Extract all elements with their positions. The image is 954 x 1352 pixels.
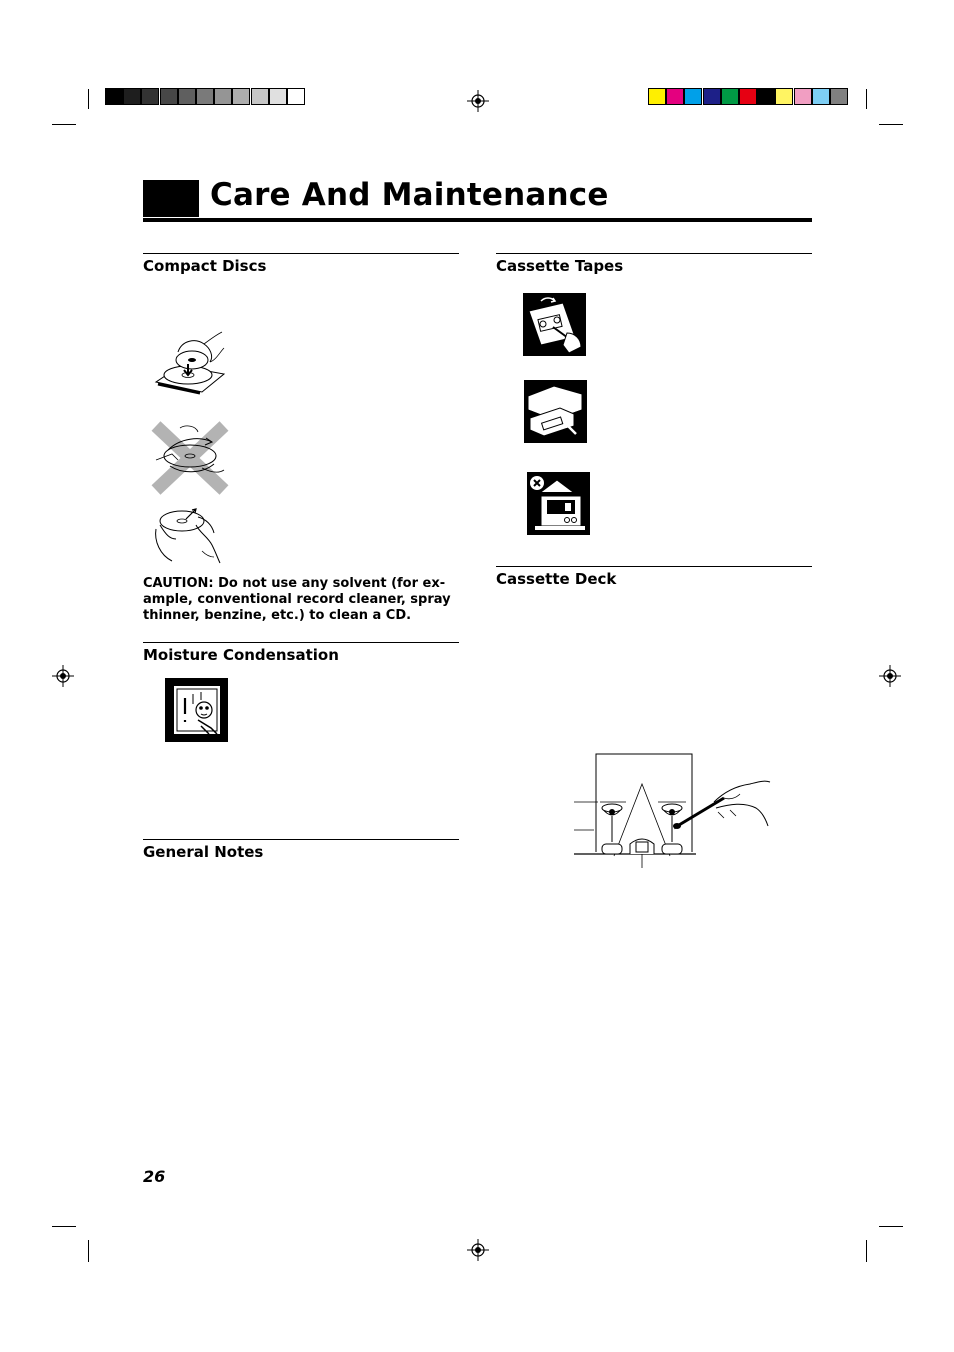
grayscale-swatch	[160, 88, 178, 105]
page-title: Care And Maintenance	[210, 177, 609, 213]
page-number: 26	[143, 1167, 166, 1186]
moisture-window-icon	[165, 678, 228, 742]
grayscale-swatch	[251, 88, 269, 105]
color-swatch	[794, 88, 812, 105]
title-rule	[143, 218, 812, 222]
registration-crosshair-icon	[467, 90, 489, 112]
section-rule	[143, 253, 459, 254]
color-swatch	[757, 88, 775, 105]
color-swatch	[812, 88, 830, 105]
section-rule	[143, 839, 459, 840]
color-swatch	[775, 88, 793, 105]
color-swatch	[721, 88, 739, 105]
grayscale-swatch	[269, 88, 287, 105]
crop-mark	[879, 124, 903, 125]
tape-tab-icon	[524, 380, 587, 443]
crop-mark	[52, 124, 76, 125]
color-swatch	[703, 88, 721, 105]
cd-wrong-wipe-icon	[150, 420, 230, 495]
crop-mark	[866, 89, 867, 109]
cd-handling-icon	[152, 330, 227, 395]
section-heading-general-notes: General Notes	[143, 843, 264, 861]
caution-line: CAUTION: Do not use any solvent (for ex-	[143, 576, 446, 591]
section-rule	[143, 642, 459, 643]
grayscale-swatch	[141, 88, 159, 105]
crop-mark	[52, 1226, 76, 1227]
caution-line: ample, conventional record cleaner, spray	[143, 592, 451, 607]
color-swatch	[648, 88, 666, 105]
grayscale-swatch	[123, 88, 141, 105]
registration-crosshair-icon	[52, 665, 74, 687]
section-heading-moisture-condensation: Moisture Condensation	[143, 646, 339, 664]
deck-head-cleaning-icon	[574, 752, 774, 872]
section-heading-cassette-deck: Cassette Deck	[496, 570, 617, 588]
section-rule	[496, 566, 812, 567]
color-swatch	[684, 88, 702, 105]
grayscale-swatch	[178, 88, 196, 105]
grayscale-swatch	[232, 88, 250, 105]
grayscale-swatch	[214, 88, 232, 105]
crop-mark	[88, 89, 89, 109]
registration-crosshair-icon	[879, 665, 901, 687]
tape-slack-icon	[523, 293, 586, 356]
section-rule	[496, 253, 812, 254]
caution-note	[143, 576, 463, 624]
registration-crosshair-icon	[467, 1239, 489, 1261]
title-marker-block	[143, 180, 199, 217]
crop-mark	[88, 1240, 89, 1262]
color-swatch	[830, 88, 848, 105]
color-swatch	[739, 88, 757, 105]
section-heading-cassette-tapes: Cassette Tapes	[496, 257, 624, 275]
color-swatch	[666, 88, 684, 105]
caution-line: thinner, benzine, etc.) to clean a CD.	[143, 608, 412, 623]
grayscale-swatch	[196, 88, 214, 105]
crop-mark	[866, 1240, 867, 1262]
tape-no-heat-icon	[527, 472, 590, 535]
grayscale-swatch	[287, 88, 305, 105]
crop-mark	[879, 1226, 903, 1227]
cd-correct-wipe-icon	[152, 505, 224, 565]
grayscale-swatch	[105, 88, 123, 105]
section-heading-compact-discs: Compact Discs	[143, 257, 267, 275]
